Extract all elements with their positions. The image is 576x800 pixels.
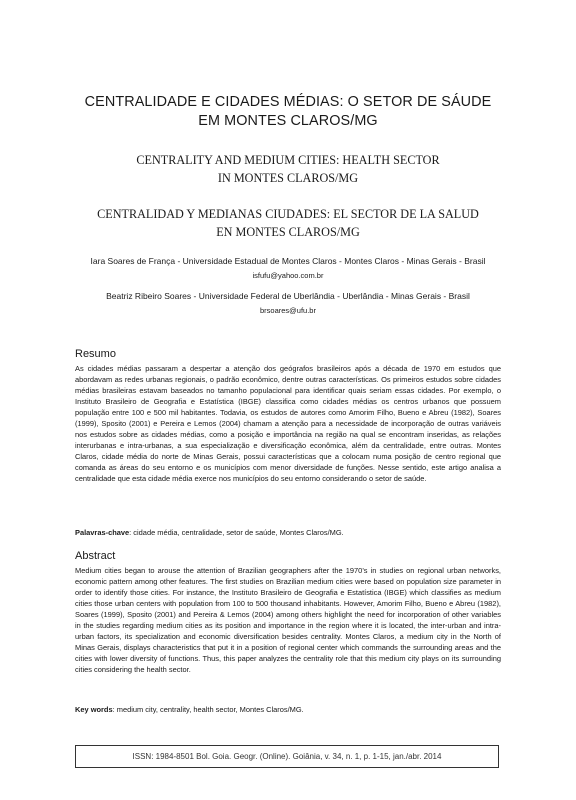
resumo-keywords-list: : cidade média, centralidade, setor de saúde, Montes Claros/MG. [129,528,344,537]
title-spanish-line-1: CENTRALIDAD Y MEDIANAS CIUDADES: EL SECTOR DE LA SALUD [97,207,479,221]
title-spanish-line-2: EN MONTES CLAROS/MG [216,225,360,239]
resumo-body: As cidades médias passaram a despertar a atenção dos geógrafos brasileiros após a década de 1970 em estudos que abordavam as redes urbanas regionais, o padrão econômico, dentre outras características. Os primeiros estudos sobre cidades médias brasileiras estavam baseados no tamanho populacional para identificar quais seriam essas cidades. Por exemplo, o Instituto Brasileiro de Geografia e Estatística (IBGE) classifica como cidades médias os centros urbanos que possuem população entre 100 e 500 mil habitantes. Todavia, os estudos de autores como Amorim Filho, Bueno e Abreu (1982), Soares (1999), Sposito (2001) e Pereira e Lemos (2004) chamam a atenção para a necessidade de incorporação de outras variáveis nos estudos sobre as cidades médias, como a posição e importância na região na qual se encontram inseridas, as relações interurbanas e intra-urbanas, a sua especialização e diversificação econômica, além da centralidade, entre outras. Montes Claros, cidade média do norte de Minas Gerais, possui características que a colocam numa posição de centro regional que comanda as áreas do seu entorno e os municípios com menor diversidade de funções. Nesse sentido, este artigo analisa a centralidade que esta cidade média exerce nos municípios do seu entorno considerando o setor de saúde. [75,364,501,483]
resumo-keywords [75,527,501,538]
title-portuguese-line-1: CENTRALIDADE E CIDADES MÉDIAS: O SETOR DE SÁUDE [84,94,492,110]
title-english-line-1: CENTRALITY AND MEDIUM CITIES: HEALTH SECTOR [136,153,440,167]
abstract-body: Medium cities began to arouse the attention of Brazilian geographers after the 1970’s in studies on regional urban networks, economic pattern among other features. The first studies on Brazilian medium cities were based on population size parameter in order to identify those cities. For instance, the Instituto Brasileiro de Geografia e Estatística (IBGE) which classifies as medium cities those urban centers with population from 100 to 500 thousand inhabitants. However, Amorim Filho, Bueno e Abreu (1982), Soares (1999), Sposito (2001) and Pereira & Lemos (2004) among others highlight the need for incorporation of other variables in the studies regarding medium cities as its position and importance in the region where it is located, the inter-urban and intra-urban factors, its specialization and economic diversification besides centrality. Montes Claros, a medium city in the North of Minas Gerais, displays characteristics that put it in a position of regional center which commands the surrounding areas and the cities with lower diversity of functions. Thus, this paper analyzes the centrality role that this medium city plays on its surrounding cities considering the health sector. [75,566,501,674]
title-portuguese [60,93,516,131]
abstract-keywords [75,704,501,715]
title-english-line-2: IN MONTES CLAROS/MG [217,171,359,185]
author-1-affiliation: Iara Soares de França - Universidade Estadual de Montes Claros - Montes Claros - Minas Gerais - Brasil [90,256,486,266]
resumo-keywords-label: Palavras-chave [75,528,130,537]
author-2-email: brsoares@ufu.br [260,306,316,315]
abstract-heading: Abstract [75,550,116,562]
title-english [60,151,516,187]
resumo-heading: Resumo [75,348,116,360]
title-spanish [60,205,516,241]
author-1-email: isfufu@yahoo.com.br [252,271,324,280]
abstract-keywords-list: : medium city, centrality, health sector, Montes Claros/MG. [112,705,304,714]
author-2-affiliation: Beatriz Ribeiro Soares - Universidade Federal de Uberlândia - Uberlândia - Minas Gerais - Brasil [106,291,470,301]
footer-citation-box [75,745,499,768]
footer-citation: ISSN: 1984-8501 Bol. Goia. Geogr. (Online). Goiânia, v. 34, n. 1, p. 1-15, jan./abr. 2014 [132,752,442,761]
title-portuguese-line-2: EM MONTES CLAROS/MG [198,113,378,129]
abstract-keywords-label: Key words [75,705,113,714]
